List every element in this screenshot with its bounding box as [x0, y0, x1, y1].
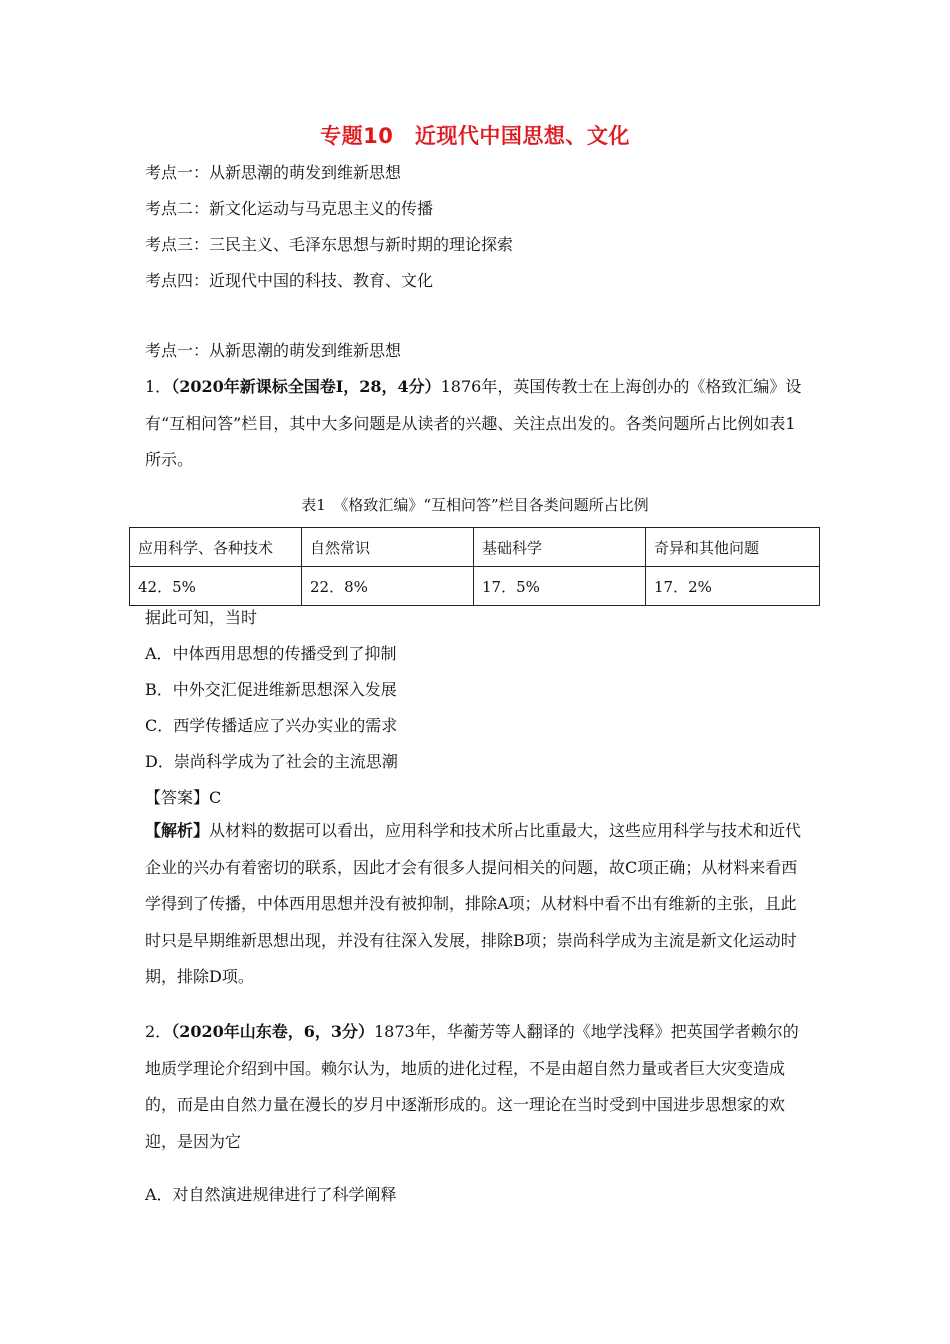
- table-caption: 表1 《格致汇编》“互相问答”栏目各类问题所占比例: [301, 496, 649, 514]
- question-2-source: （2020年山东卷，6，3分）: [171, 1022, 374, 1041]
- table-header-cell: 自然常识: [302, 528, 474, 567]
- analysis-text: 从材料的数据可以看出，应用科学和技术所占比重最大，这些应用科学与技术和近代企业的兴办有着密切的联系，因此才会有很多人提问相关的问题，故C项正确；从材料来看西学得到了传播，中体西用思想并没有被抑制，排除A项；从材料中看不出有维新的主张，且此时只是早期维新思想出现，并没有往深入发展，排除B项；崇尚科学成为主流是新文化运动时期，排除D项。: [145, 821, 802, 986]
- toc-item-2: 考点二：新文化运动与马克思主义的传播: [145, 199, 434, 218]
- analysis-label: 【解析】: [145, 821, 210, 840]
- question-1-text: 1876年，英国传教士在上海创办的《格致汇编》设有“互相问答”栏目，其中大多问题是从读者的兴趣、关注点出发的。各类问题所占比例如表1所示。: [145, 377, 802, 469]
- table-cell: 17．5%: [474, 567, 646, 606]
- question-1-stem: [145, 369, 810, 479]
- question-1-option-c: C．西学传播适应了兴办实业的需求: [145, 716, 398, 735]
- question-2-stem: [145, 1014, 810, 1160]
- proportion-table: [129, 527, 820, 606]
- question-1-analysis: [145, 813, 810, 996]
- toc-item-1: 考点一：从新思潮的萌发到维新思想: [145, 163, 402, 182]
- question-1-answer: 【答案】C: [145, 788, 222, 807]
- question-2-text: 1873年，华蘅芳等人翻译的《地学浅释》把英国学者赖尔的地质学理论介绍到中国。赖尔认为，地质的进化过程，不是由超自然力量或者巨大灾变造成的，而是由自然力量在漫长的岁月中逐渐形成的。这一理论在当时受到中国进步思想家的欢迎，是因为它: [145, 1022, 799, 1151]
- question-1-option-a: A．中体西用思想的传播受到了抑制: [145, 644, 397, 663]
- section-heading: 考点一：从新思潮的萌发到维新思想: [145, 341, 402, 360]
- table-cell: 22．8%: [302, 567, 474, 606]
- toc-item-4: 考点四：近现代中国的科技、教育、文化: [145, 271, 434, 290]
- table-header-cell: 基础科学: [474, 528, 646, 567]
- table-header-row: [130, 528, 820, 567]
- question-2-option-a: A．对自然演进规律进行了科学阐释: [145, 1185, 397, 1204]
- question-2-number: 2．: [145, 1022, 172, 1041]
- table-header-cell: 应用科学、各种技术: [130, 528, 302, 567]
- toc-item-3: 考点三：三民主义、毛泽东思想与新时期的理论探索: [145, 235, 514, 254]
- question-1-source: （2020年新课标全国卷Ⅰ，28，4分）: [171, 377, 441, 396]
- question-1-option-d: D．崇尚科学成为了社会的主流思潮: [145, 752, 398, 771]
- document-title: 专题10 近现代中国思想、文化: [320, 124, 630, 148]
- question-1-number: 1．: [145, 377, 172, 396]
- table-cell: 17．2%: [646, 567, 820, 606]
- table-header-cell: 奇异和其他问题: [646, 528, 820, 567]
- table-cell: 42．5%: [130, 567, 302, 606]
- question-1-option-b: B．中外交汇促进维新思想深入发展: [145, 680, 397, 699]
- question-1-prompt: 据此可知，当时: [145, 608, 258, 627]
- table-row: [130, 567, 820, 606]
